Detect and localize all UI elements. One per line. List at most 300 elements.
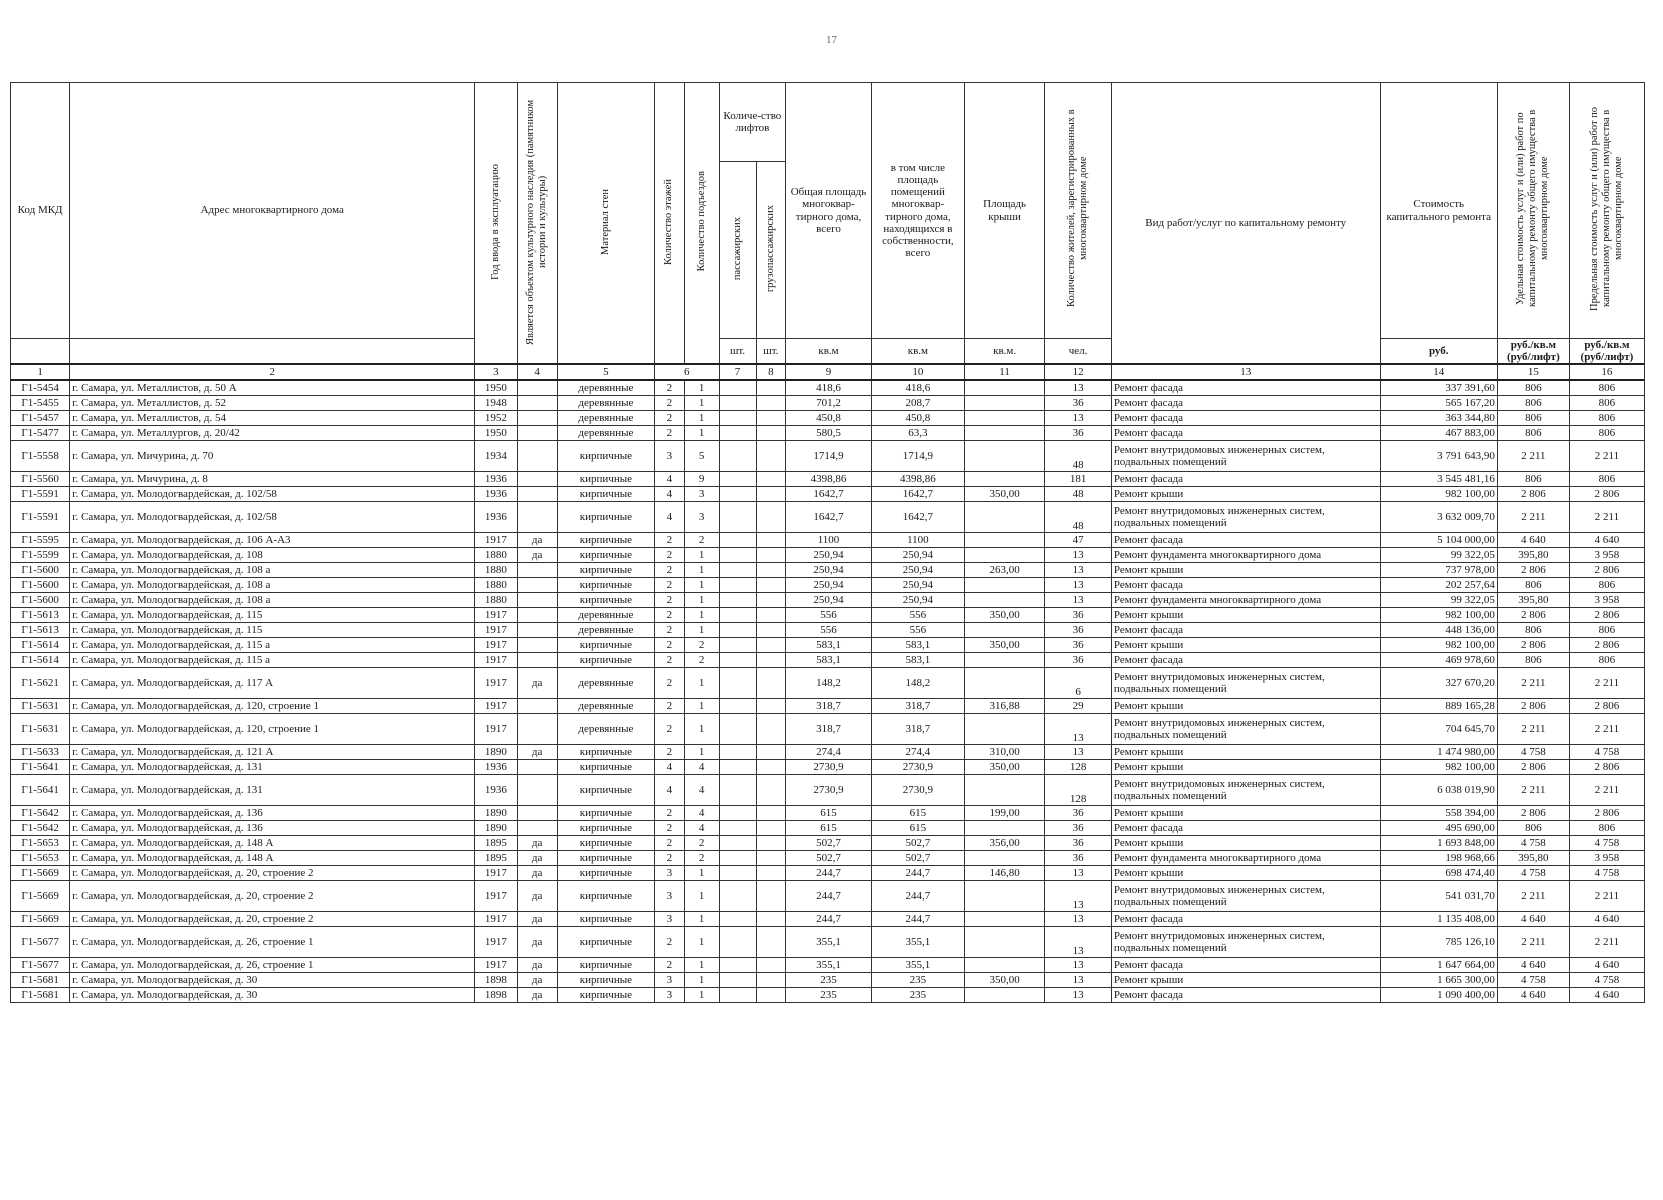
cell-address: г. Самара, ул. Молодогвардейская, д. 26, строение 1 bbox=[70, 958, 475, 973]
table-row bbox=[11, 866, 1645, 881]
cell-heritage bbox=[517, 487, 557, 502]
cell-lifts-cargo bbox=[756, 881, 786, 912]
cell-max-cost: 2 211 bbox=[1569, 714, 1644, 745]
cell-lifts-pass bbox=[719, 548, 756, 563]
cell-owned-area: 556 bbox=[871, 623, 964, 638]
cell-material: кирпичные bbox=[557, 973, 654, 988]
cell-address: г. Самара, ул. Мичурина, д. 8 bbox=[70, 472, 475, 487]
col-number: 11 bbox=[964, 364, 1044, 380]
cell-address: г. Самара, ул. Металлистов, д. 54 bbox=[70, 411, 475, 426]
cell-heritage bbox=[517, 472, 557, 487]
cell-owned-area: 250,94 bbox=[871, 593, 964, 608]
cell-total-area: 1642,7 bbox=[786, 487, 872, 502]
cell-lifts-pass bbox=[719, 638, 756, 653]
table-row bbox=[11, 912, 1645, 927]
cell-unit-cost: 395,80 bbox=[1497, 548, 1569, 563]
cell-code: Г1-5642 bbox=[11, 821, 70, 836]
cell-unit-cost: 2 806 bbox=[1497, 699, 1569, 714]
cell-lifts-pass bbox=[719, 472, 756, 487]
cell-max-cost: 2 211 bbox=[1569, 441, 1644, 472]
cell-heritage bbox=[517, 441, 557, 472]
cell-floors: 4 bbox=[655, 502, 685, 533]
cell-heritage bbox=[517, 563, 557, 578]
cell-floors: 3 bbox=[655, 866, 685, 881]
cell-floors: 3 bbox=[655, 441, 685, 472]
cell-floors: 2 bbox=[655, 714, 685, 745]
cell-roof-area: 199,00 bbox=[964, 806, 1044, 821]
cell-unit-cost: 2 211 bbox=[1497, 775, 1569, 806]
cell-residents: 6 bbox=[1045, 668, 1112, 699]
cell-floors: 2 bbox=[655, 927, 685, 958]
cell-material: кирпичные bbox=[557, 775, 654, 806]
cell-max-cost: 2 806 bbox=[1569, 608, 1644, 623]
cell-owned-area: 1100 bbox=[871, 533, 964, 548]
table-row bbox=[11, 927, 1645, 958]
cell-heritage bbox=[517, 411, 557, 426]
cell-entrances: 2 bbox=[684, 851, 719, 866]
cell-total-area: 235 bbox=[786, 973, 872, 988]
col-header-unit-cost: Удельная стоимость услуг и (или) работ по капитальному ремонту общего имущества в многоквартирном доме bbox=[1497, 83, 1569, 339]
cell-owned-area: 2730,9 bbox=[871, 775, 964, 806]
cell-roof-area: 350,00 bbox=[964, 638, 1044, 653]
cell-roof-area bbox=[964, 502, 1044, 533]
cell-cost: 495 690,00 bbox=[1380, 821, 1497, 836]
cell-work: Ремонт крыши bbox=[1111, 745, 1380, 760]
cell-floors: 2 bbox=[655, 745, 685, 760]
cell-year: 1936 bbox=[475, 472, 517, 487]
cell-owned-area: 63,3 bbox=[871, 426, 964, 441]
cell-year: 1950 bbox=[475, 426, 517, 441]
cell-cost: 363 344,80 bbox=[1380, 411, 1497, 426]
cell-material: кирпичные bbox=[557, 472, 654, 487]
cell-owned-area: 318,7 bbox=[871, 714, 964, 745]
cell-code: Г1-5613 bbox=[11, 623, 70, 638]
cell-total-area: 502,7 bbox=[786, 836, 872, 851]
cell-roof-area bbox=[964, 578, 1044, 593]
cell-owned-area: 418,6 bbox=[871, 380, 964, 396]
cell-lifts-pass bbox=[719, 593, 756, 608]
cell-cost: 99 322,05 bbox=[1380, 548, 1497, 563]
cell-code: Г1-5591 bbox=[11, 502, 70, 533]
cell-address: г. Самара, ул. Металлистов, д. 52 bbox=[70, 396, 475, 411]
cell-unit-cost: 806 bbox=[1497, 821, 1569, 836]
cell-heritage bbox=[517, 426, 557, 441]
cell-max-cost: 806 bbox=[1569, 380, 1644, 396]
cell-roof-area: 350,00 bbox=[964, 973, 1044, 988]
cell-owned-area: 250,94 bbox=[871, 548, 964, 563]
cell-year: 1917 bbox=[475, 699, 517, 714]
cell-code: Г1-5595 bbox=[11, 533, 70, 548]
cell-work: Ремонт крыши bbox=[1111, 638, 1380, 653]
cell-year: 1917 bbox=[475, 927, 517, 958]
cell-floors: 3 bbox=[655, 881, 685, 912]
cell-total-area: 556 bbox=[786, 623, 872, 638]
cell-lifts-pass bbox=[719, 821, 756, 836]
cell-material: кирпичные bbox=[557, 866, 654, 881]
cell-address: г. Самара, ул. Мичурина, д. 70 bbox=[70, 441, 475, 472]
cell-year: 1948 bbox=[475, 396, 517, 411]
cell-address: г. Самара, ул. Молодогвардейская, д. 102/58 bbox=[70, 487, 475, 502]
cell-owned-area: 235 bbox=[871, 973, 964, 988]
cell-entrances: 1 bbox=[684, 881, 719, 912]
cell-work: Ремонт фундамента многоквартирного дома bbox=[1111, 548, 1380, 563]
cell-cost: 337 391,60 bbox=[1380, 380, 1497, 396]
table-row bbox=[11, 396, 1645, 411]
cell-heritage: да bbox=[517, 533, 557, 548]
cell-total-area: 4398,86 bbox=[786, 472, 872, 487]
cell-heritage bbox=[517, 653, 557, 668]
cell-heritage: да bbox=[517, 973, 557, 988]
cell-max-cost: 806 bbox=[1569, 396, 1644, 411]
cell-total-area: 244,7 bbox=[786, 912, 872, 927]
col-header-heritage: Является объектом культурного наследия (памятником истории и культуры) bbox=[517, 83, 557, 365]
cell-code: Г1-5455 bbox=[11, 396, 70, 411]
cell-max-cost: 4 640 bbox=[1569, 533, 1644, 548]
cell-year: 1917 bbox=[475, 881, 517, 912]
cell-lifts-pass bbox=[719, 653, 756, 668]
cell-floors: 4 bbox=[655, 760, 685, 775]
unit-max-cost: руб./кв.м (руб/лифт) bbox=[1569, 339, 1644, 365]
cell-unit-cost: 2 211 bbox=[1497, 881, 1569, 912]
cell-total-area: 244,7 bbox=[786, 866, 872, 881]
cell-entrances: 1 bbox=[684, 927, 719, 958]
cell-cost: 469 978,60 bbox=[1380, 653, 1497, 668]
cell-floors: 2 bbox=[655, 699, 685, 714]
cell-entrances: 2 bbox=[684, 836, 719, 851]
cell-entrances: 1 bbox=[684, 380, 719, 396]
cell-code: Г1-5669 bbox=[11, 866, 70, 881]
cell-cost: 982 100,00 bbox=[1380, 638, 1497, 653]
cell-lifts-pass bbox=[719, 973, 756, 988]
cell-material: кирпичные bbox=[557, 563, 654, 578]
cell-max-cost: 2 806 bbox=[1569, 638, 1644, 653]
unit-roof-area: кв.м. bbox=[964, 339, 1044, 365]
cell-roof-area bbox=[964, 881, 1044, 912]
cell-residents: 36 bbox=[1045, 851, 1112, 866]
cell-year: 1895 bbox=[475, 851, 517, 866]
cell-lifts-pass bbox=[719, 578, 756, 593]
table-row bbox=[11, 487, 1645, 502]
cell-entrances: 1 bbox=[684, 866, 719, 881]
cell-entrances: 4 bbox=[684, 806, 719, 821]
cell-owned-area: 355,1 bbox=[871, 958, 964, 973]
table-row bbox=[11, 836, 1645, 851]
cell-address: г. Самара, ул. Молодогвардейская, д. 120, строение 1 bbox=[70, 714, 475, 745]
cell-address: г. Самара, ул. Молодогвардейская, д. 136 bbox=[70, 806, 475, 821]
cell-residents: 13 bbox=[1045, 958, 1112, 973]
cell-entrances: 1 bbox=[684, 699, 719, 714]
cell-unit-cost: 2 211 bbox=[1497, 668, 1569, 699]
cell-owned-area: 148,2 bbox=[871, 668, 964, 699]
col-header-cost: Стоимость капитального ремонта bbox=[1380, 83, 1497, 339]
cell-work: Ремонт фасада bbox=[1111, 426, 1380, 441]
cell-code: Г1-5633 bbox=[11, 745, 70, 760]
cell-material: кирпичные bbox=[557, 578, 654, 593]
cell-owned-area: 250,94 bbox=[871, 578, 964, 593]
table-row bbox=[11, 441, 1645, 472]
cell-roof-area bbox=[964, 821, 1044, 836]
cell-work: Ремонт фасада bbox=[1111, 472, 1380, 487]
cell-entrances: 5 bbox=[684, 441, 719, 472]
cell-max-cost: 3 958 bbox=[1569, 851, 1644, 866]
cell-entrances: 1 bbox=[684, 563, 719, 578]
table-row bbox=[11, 821, 1645, 836]
cell-entrances: 2 bbox=[684, 533, 719, 548]
cell-max-cost: 2 806 bbox=[1569, 487, 1644, 502]
col-number: 10 bbox=[871, 364, 964, 380]
cell-heritage: да bbox=[517, 912, 557, 927]
cell-lifts-cargo bbox=[756, 548, 786, 563]
cell-cost: 982 100,00 bbox=[1380, 487, 1497, 502]
cell-code: Г1-5454 bbox=[11, 380, 70, 396]
cell-lifts-pass bbox=[719, 714, 756, 745]
cell-roof-area bbox=[964, 927, 1044, 958]
cell-year: 1880 bbox=[475, 548, 517, 563]
cell-address: г. Самара, ул. Молодогвардейская, д. 148 А bbox=[70, 851, 475, 866]
cell-code: Г1-5477 bbox=[11, 426, 70, 441]
cell-roof-area bbox=[964, 533, 1044, 548]
cell-roof-area bbox=[964, 714, 1044, 745]
cell-work: Ремонт фасада bbox=[1111, 623, 1380, 638]
cell-entrances: 1 bbox=[684, 973, 719, 988]
table-row bbox=[11, 988, 1645, 1003]
cell-work: Ремонт крыши bbox=[1111, 699, 1380, 714]
cell-residents: 36 bbox=[1045, 426, 1112, 441]
cell-total-area: 235 bbox=[786, 988, 872, 1003]
cell-code: Г1-5600 bbox=[11, 563, 70, 578]
cell-heritage bbox=[517, 760, 557, 775]
cell-entrances: 1 bbox=[684, 578, 719, 593]
cell-lifts-cargo bbox=[756, 866, 786, 881]
cell-work: Ремонт крыши bbox=[1111, 866, 1380, 881]
cell-address: г. Самара, ул. Молодогвардейская, д. 102/58 bbox=[70, 502, 475, 533]
cell-unit-cost: 4 640 bbox=[1497, 912, 1569, 927]
cell-heritage: да bbox=[517, 851, 557, 866]
cell-year: 1880 bbox=[475, 563, 517, 578]
cell-lifts-cargo bbox=[756, 533, 786, 548]
unit-total-area: кв.м bbox=[786, 339, 872, 365]
cell-total-area: 148,2 bbox=[786, 668, 872, 699]
cell-owned-area: 583,1 bbox=[871, 638, 964, 653]
cell-lifts-pass bbox=[719, 988, 756, 1003]
cell-code: Г1-5641 bbox=[11, 760, 70, 775]
cell-max-cost: 3 958 bbox=[1569, 548, 1644, 563]
table-row bbox=[11, 533, 1645, 548]
cell-unit-cost: 395,80 bbox=[1497, 593, 1569, 608]
cell-lifts-pass bbox=[719, 745, 756, 760]
cell-total-area: 615 bbox=[786, 806, 872, 821]
cell-floors: 2 bbox=[655, 563, 685, 578]
cell-cost: 982 100,00 bbox=[1380, 760, 1497, 775]
cell-material: кирпичные bbox=[557, 548, 654, 563]
cell-entrances: 3 bbox=[684, 487, 719, 502]
col-header-year: Год ввода в эксплуатацию bbox=[475, 83, 517, 365]
cell-lifts-cargo bbox=[756, 563, 786, 578]
cell-unit-cost: 2 211 bbox=[1497, 714, 1569, 745]
cell-entrances: 4 bbox=[684, 821, 719, 836]
cell-unit-cost: 4 640 bbox=[1497, 988, 1569, 1003]
cell-floors: 2 bbox=[655, 593, 685, 608]
cell-lifts-pass bbox=[719, 426, 756, 441]
cell-address: г. Самара, ул. Молодогвардейская, д. 108 а bbox=[70, 578, 475, 593]
cell-lifts-pass bbox=[719, 487, 756, 502]
cell-max-cost: 4 758 bbox=[1569, 973, 1644, 988]
cell-code: Г1-5681 bbox=[11, 973, 70, 988]
cell-lifts-pass bbox=[719, 927, 756, 958]
cell-cost: 698 474,40 bbox=[1380, 866, 1497, 881]
cell-roof-area bbox=[964, 851, 1044, 866]
cell-address: г. Самара, ул. Молодогвардейская, д. 30 bbox=[70, 973, 475, 988]
cell-lifts-pass bbox=[719, 563, 756, 578]
cell-roof-area bbox=[964, 988, 1044, 1003]
cell-residents: 13 bbox=[1045, 380, 1112, 396]
cell-year: 1917 bbox=[475, 866, 517, 881]
cell-lifts-pass bbox=[719, 866, 756, 881]
unit-lifts-cargo: шт. bbox=[756, 339, 786, 365]
cell-floors: 2 bbox=[655, 548, 685, 563]
cell-material: кирпичные bbox=[557, 502, 654, 533]
cell-entrances: 1 bbox=[684, 396, 719, 411]
cell-year: 1880 bbox=[475, 578, 517, 593]
cell-code: Г1-5621 bbox=[11, 668, 70, 699]
col-header-material: Материал стен bbox=[557, 83, 654, 365]
cell-work: Ремонт крыши bbox=[1111, 563, 1380, 578]
cell-entrances: 3 bbox=[684, 502, 719, 533]
cell-cost: 99 322,05 bbox=[1380, 593, 1497, 608]
cell-unit-cost: 2 806 bbox=[1497, 760, 1569, 775]
cell-year: 1934 bbox=[475, 441, 517, 472]
cell-residents: 13 bbox=[1045, 548, 1112, 563]
cell-unit-cost: 4 758 bbox=[1497, 836, 1569, 851]
cell-unit-cost: 2 211 bbox=[1497, 927, 1569, 958]
cell-residents: 48 bbox=[1045, 487, 1112, 502]
cell-residents: 13 bbox=[1045, 927, 1112, 958]
cell-roof-area bbox=[964, 958, 1044, 973]
col-header-lifts-pass: пассажирских bbox=[719, 162, 756, 339]
cell-material: деревянные bbox=[557, 668, 654, 699]
cell-year: 1898 bbox=[475, 988, 517, 1003]
cell-total-area: 502,7 bbox=[786, 851, 872, 866]
cell-entrances: 1 bbox=[684, 668, 719, 699]
cell-owned-area: 355,1 bbox=[871, 927, 964, 958]
cell-lifts-pass bbox=[719, 958, 756, 973]
cell-roof-area bbox=[964, 623, 1044, 638]
col-number: 1 bbox=[11, 364, 70, 380]
cell-year: 1936 bbox=[475, 487, 517, 502]
cell-heritage bbox=[517, 578, 557, 593]
cell-material: кирпичные bbox=[557, 806, 654, 821]
cell-lifts-cargo bbox=[756, 653, 786, 668]
cell-max-cost: 2 211 bbox=[1569, 881, 1644, 912]
cell-residents: 13 bbox=[1045, 411, 1112, 426]
cell-unit-cost: 806 bbox=[1497, 380, 1569, 396]
cell-residents: 36 bbox=[1045, 653, 1112, 668]
cell-lifts-pass bbox=[719, 441, 756, 472]
cell-roof-area: 356,00 bbox=[964, 836, 1044, 851]
col-header-address: Адрес многоквартирного дома bbox=[70, 83, 475, 339]
cell-owned-area: 502,7 bbox=[871, 836, 964, 851]
cell-year: 1917 bbox=[475, 714, 517, 745]
cell-unit-cost: 4 640 bbox=[1497, 958, 1569, 973]
table-row bbox=[11, 411, 1645, 426]
cell-floors: 3 bbox=[655, 973, 685, 988]
cell-residents: 36 bbox=[1045, 806, 1112, 821]
cell-total-area: 2730,9 bbox=[786, 775, 872, 806]
table-row bbox=[11, 775, 1645, 806]
cell-lifts-pass bbox=[719, 912, 756, 927]
table-row bbox=[11, 593, 1645, 608]
cell-lifts-pass bbox=[719, 881, 756, 912]
cell-unit-cost: 2 211 bbox=[1497, 502, 1569, 533]
cell-cost: 327 670,20 bbox=[1380, 668, 1497, 699]
col-number: 12 bbox=[1045, 364, 1112, 380]
cell-heritage bbox=[517, 714, 557, 745]
cell-unit-cost: 806 bbox=[1497, 411, 1569, 426]
cell-material: деревянные bbox=[557, 623, 654, 638]
cell-entrances: 1 bbox=[684, 988, 719, 1003]
col-number: 6 bbox=[655, 364, 720, 380]
cell-unit-cost: 2 806 bbox=[1497, 563, 1569, 578]
cell-cost: 198 968,66 bbox=[1380, 851, 1497, 866]
cell-lifts-cargo bbox=[756, 396, 786, 411]
cell-lifts-cargo bbox=[756, 973, 786, 988]
table-row bbox=[11, 548, 1645, 563]
cell-address: г. Самара, ул. Молодогвардейская, д. 148 А bbox=[70, 836, 475, 851]
cell-address: г. Самара, ул. Молодогвардейская, д. 20, строение 2 bbox=[70, 912, 475, 927]
cell-code: Г1-5653 bbox=[11, 851, 70, 866]
cell-entrances: 1 bbox=[684, 426, 719, 441]
cell-lifts-cargo bbox=[756, 760, 786, 775]
cell-unit-cost: 806 bbox=[1497, 396, 1569, 411]
cell-floors: 2 bbox=[655, 638, 685, 653]
cell-total-area: 355,1 bbox=[786, 927, 872, 958]
cell-floors: 2 bbox=[655, 608, 685, 623]
cell-work: Ремонт крыши bbox=[1111, 608, 1380, 623]
cell-residents: 181 bbox=[1045, 472, 1112, 487]
cell-lifts-cargo bbox=[756, 578, 786, 593]
cell-residents: 36 bbox=[1045, 396, 1112, 411]
cell-roof-area bbox=[964, 396, 1044, 411]
unit-owned-area: кв.м bbox=[871, 339, 964, 365]
cell-lifts-cargo bbox=[756, 441, 786, 472]
cell-owned-area: 2730,9 bbox=[871, 760, 964, 775]
cell-unit-cost: 395,80 bbox=[1497, 851, 1569, 866]
cell-residents: 47 bbox=[1045, 533, 1112, 548]
cell-roof-area: 316,88 bbox=[964, 699, 1044, 714]
table-row bbox=[11, 668, 1645, 699]
table-row bbox=[11, 623, 1645, 638]
cell-total-area: 580,5 bbox=[786, 426, 872, 441]
cell-address: г. Самара, ул. Металлургов, д. 20/42 bbox=[70, 426, 475, 441]
cell-lifts-pass bbox=[719, 396, 756, 411]
cell-residents: 13 bbox=[1045, 714, 1112, 745]
cell-heritage bbox=[517, 608, 557, 623]
cell-unit-cost: 4 758 bbox=[1497, 745, 1569, 760]
cell-lifts-cargo bbox=[756, 502, 786, 533]
cell-cost: 6 038 019,90 bbox=[1380, 775, 1497, 806]
cell-lifts-pass bbox=[719, 411, 756, 426]
cell-material: деревянные bbox=[557, 699, 654, 714]
unit-residents: чел. bbox=[1045, 339, 1112, 365]
cell-year: 1936 bbox=[475, 775, 517, 806]
cell-year: 1917 bbox=[475, 958, 517, 973]
cell-unit-cost: 806 bbox=[1497, 653, 1569, 668]
cell-total-area: 556 bbox=[786, 608, 872, 623]
cell-address: г. Самара, ул. Молодогвардейская, д. 26, строение 1 bbox=[70, 927, 475, 958]
cell-unit-cost: 4 758 bbox=[1497, 866, 1569, 881]
cell-material: деревянные bbox=[557, 380, 654, 396]
cell-lifts-cargo bbox=[756, 836, 786, 851]
